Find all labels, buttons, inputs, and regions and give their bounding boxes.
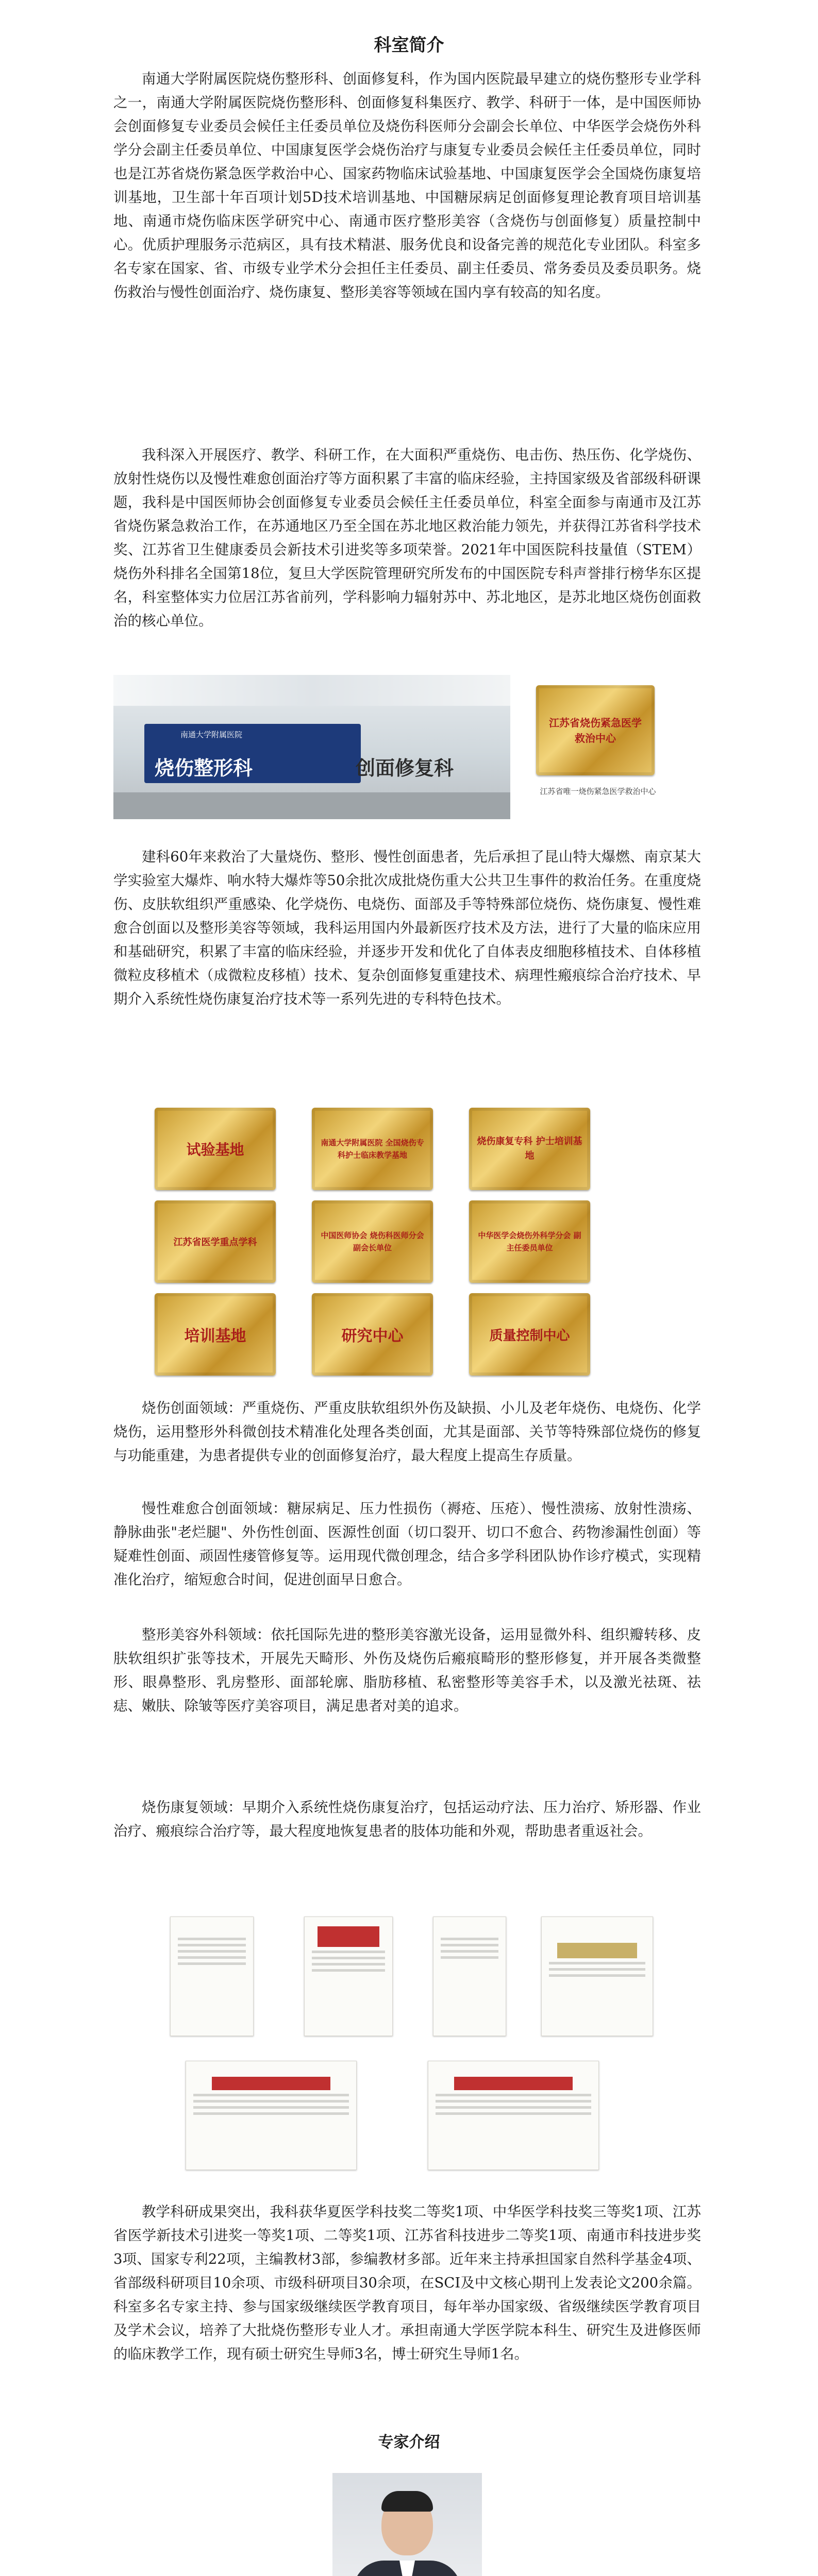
expert-portrait bbox=[332, 2473, 482, 2576]
lobby-sign-2: 创面修复科 bbox=[356, 757, 454, 779]
intro-paragraph-3: 建科60年来救治了大量烧伤、整形、慢性创面患者，先后承担了昆山特大爆燃、南京某大学实验室大爆炸、响水特大爆炸等50余批次成批烧伤重大公共卫生事件的救治任务。在重度烧伤、皮肤软组织严重感染、化学烧伤、电烧伤、面部及手等特殊部位烧伤、烧伤康复、慢性难愈合创面以及整形美容等领域，我科运用国内外最新医疗技术及方法，进行了大量的临床应用和基础研究，积累了丰富的临床经验，并逐步开发和优化了自体表皮细胞移植技术、自体移植微粒皮移植术（成微粒皮移植）技术、复杂创面修复重建技术、病理性瘢痕综合治疗技术、早期介入系统性烧伤康复治疗技术等一系列先进的专科特色技术。 bbox=[113, 849, 701, 1007]
emergency-center-caption: 江苏省唯一烧伤紧急医学救治中心 bbox=[540, 787, 656, 796]
plaque-9 bbox=[469, 1293, 590, 1376]
emergency-center-plaque-title: 江苏省烧伤紧急医学 救治中心 bbox=[549, 716, 642, 744]
plaque-3-title: 烧伤康复专科 护士培训基地 bbox=[477, 1136, 582, 1161]
specialty-chronic-wound: 慢性难愈合创面领域：糖尿病足、压力性损伤（褥疮、压疮）、慢性溃疡、放射性溃疡、静脉曲张"老烂腿"、外伤性创面、医源性创面（切口裂开、切口不愈合、药物渗漏性创面）等疑难性创面、顽固性瘘管修复等。运用现代微创理念，结合多学科团队协作诊疗模式，实现精准化治疗，缩短愈合时间，促进创面早日愈合。 bbox=[113, 1500, 701, 1588]
plaque-7-title: 培训基地 bbox=[184, 1327, 246, 1345]
plaque-6-title: 中华医学会烧伤外科学分会 副主任委员单位 bbox=[478, 1231, 581, 1252]
plaque-7 bbox=[155, 1293, 276, 1376]
plaque-1 bbox=[155, 1108, 276, 1190]
emergency-center-plaque bbox=[536, 685, 655, 775]
certificate-5 bbox=[186, 2061, 357, 2170]
certificate-1 bbox=[170, 1917, 254, 2036]
certificate-3 bbox=[433, 1917, 506, 2036]
plaque-9-title: 质量控制中心 bbox=[489, 1328, 570, 1344]
certificate-4 bbox=[541, 1917, 653, 2036]
plaque-8-title: 研究中心 bbox=[341, 1327, 404, 1345]
intro-paragraph-2: 我科深入开展医疗、教学、科研工作，在大面积严重烧伤、电击伤、热压伤、化学烧伤、放射性烧伤以及慢性难愈创面治疗等方面积累了丰富的临床经验，主持国家级及省部级科研课题，我科是中国医师协会创面修复专业委员会候任主任委员单位，科室全面参与南通市及江苏省烧伤紧急救治工作，在苏通地区乃至全国在苏北地区救治能力领先，并获得江苏省科学技术奖、江苏省卫生健康委员会新技术引进奖等多项荣誉。2021年中国医院科技量值（STEM）烧伤外科排名全国第18位，复旦大学医院管理研究所发布的中国医院专科声誉排行榜华东区提名，科室整体实力位居江苏省前列，学科影响力辐射苏中、苏北地区，是苏北地区烧伤创面救治的核心单位。 bbox=[113, 447, 701, 629]
plaque-4 bbox=[155, 1200, 276, 1283]
plaque-6 bbox=[469, 1200, 590, 1283]
certificate-6 bbox=[428, 2061, 599, 2170]
section-title-intro: 科室简介 bbox=[374, 35, 444, 56]
plaque-2-title: 南通大学附属医院 全国烧伤专科护士临床教学基地 bbox=[321, 1138, 424, 1160]
research-paragraph: 教学科研成果突出，我科获华夏医学科技奖二等奖1项、中华医学科技奖三等奖1项、江苏省医学新技术引进奖一等奖1项、二等奖1项、江苏省科技进步二等奖1项、南通市科技进步奖3项、国家专利22项，主编教材3部，参编教材多部。近年来主持承担国家自然科学基金4项、省部级科研项目10余项、市级科研项目30余项，在SCI及中文核心期刊上发表论文200余篇。科室多名专家主持、参与国家级继续医学教育项目，每年举办国家级、省级继续医学教育项目及学术会议，培养了大批烧伤整形专业人才。承担南通大学医学院本科生、研究生及进修医师的临床教学工作，现有硕士研究生导师3名，博士研究生导师1名。 bbox=[113, 2204, 701, 2362]
certificate-2 bbox=[304, 1917, 393, 2036]
specialty-plastic-surgery: 整形美容外科领域：依托国际先进的整形美容激光设备，运用显微外科、组织瓣转移、皮肤软组织扩张等技术，开展先天畸形、外伤及烧伤后瘢痕畸形的整形修复，并开展各类微整形、眼鼻整形、乳房整形、面部轮廓、脂肪移植、私密整形等美容手术，以及激光祛斑、祛痣、嫩肤、除皱等医疗美容项目，满足患者对美的追求。 bbox=[113, 1626, 701, 1714]
specialty-rehab: 烧伤康复领域：早期介入系统性烧伤康复治疗，包括运动疗法、压力治疗、矫形器、作业治疗、瘢痕综合治疗等，最大程度地恢复患者的肢体功能和外观，帮助患者重返社会。 bbox=[113, 1799, 701, 1839]
plaque-5-title: 中国医师协会 烧伤科医师分会 副会长单位 bbox=[321, 1231, 424, 1252]
department-lobby-photo: 南通大学附属医院 烧伤整形科 创面修复科 bbox=[113, 675, 510, 819]
specialty-burn: 烧伤创面领域：严重烧伤、严重皮肤软组织外伤及缺损、小儿及老年烧伤、电烧伤、化学烧伤，运用整形外科微创技术精准化处理各类创面，尤其是面部、关节等特殊部位烧伤的修复与功能重建，为患者提供专业的创面修复治疗，最大程度上提高生存质量。 bbox=[113, 1400, 701, 1464]
plaque-4-title: 江苏省医学重点学科 bbox=[173, 1237, 257, 1248]
lobby-sign-1: 烧伤整形科 bbox=[155, 757, 253, 779]
plaque-1-title: 试验基地 bbox=[186, 1141, 244, 1158]
section-title-expert: 专家介绍 bbox=[378, 2433, 440, 2451]
plaque-3 bbox=[469, 1108, 590, 1190]
plaque-2 bbox=[312, 1108, 433, 1190]
plaque-5 bbox=[312, 1200, 433, 1283]
intro-paragraph-1: 南通大学附属医院烧伤整形科、创面修复科，作为国内医院最早建立的烧伤整形专业学科之一，南通大学附属医院烧伤整形科、创面修复科集医疗、教学、科研于一体，是中国医师协会创面修复专业委员会候任主任委员单位及烧伤科医师分会副会长单位、中华医学会烧伤外科学分会副主任委员单位、中国康复医学会烧伤治疗与康复专业委员会候任主任委员单位，同时也是江苏省烧伤紧急医学救治中心、国家药物临床试验基地、中国康复医学会全国烧伤康复培训基地，卫生部十年百项计划5D技术培训基地、中国糖尿病足创面修复理论教育项目培训基地、南通市烧伤临床医学研究中心、南通市医疗整形美容（含烧伤与创面修复）质量控制中心。优质护理服务示范病区，具有技术精湛、服务优良和设备完善的规范化专业团队。科室多名专家在国家、省、市级专业学术分会担任主任委员、副主任委员、常务委员及委员职务。烧伤救治与慢性创面治疗、烧伤康复、整形美容等领域在国内享有较高的知名度。 bbox=[113, 71, 701, 300]
plaque-8 bbox=[312, 1293, 433, 1376]
